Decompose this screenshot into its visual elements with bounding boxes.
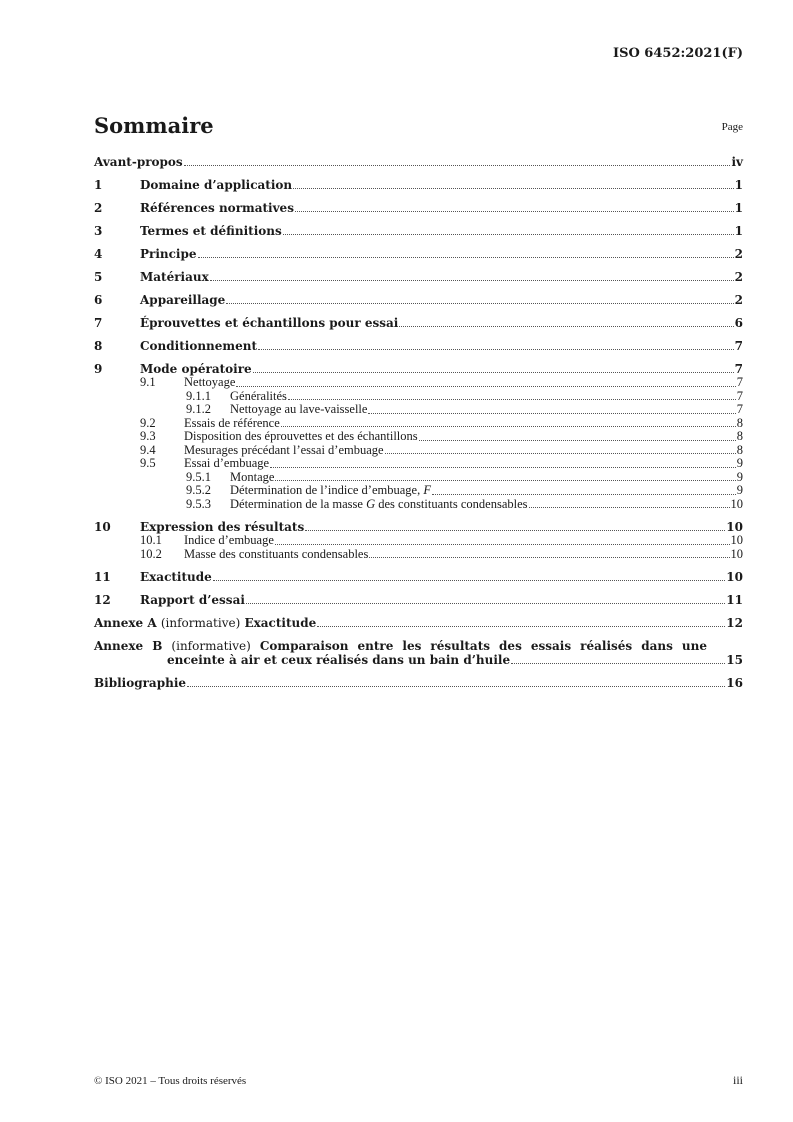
toc-entry-7[interactable]: [94, 316, 743, 330]
toc-entry-annex-a[interactable]: [94, 616, 743, 630]
toc-entry-text: Rapport d’essai: [140, 593, 245, 607]
toc-title-row: [94, 113, 743, 143]
page-number: iii: [732, 1073, 743, 1087]
toc-entry-number: 8: [94, 339, 103, 353]
variable-symbol: F: [423, 483, 431, 497]
toc-entry-10-2[interactable]: [94, 548, 743, 562]
toc-entry-number: 5: [94, 270, 103, 284]
annex-label: Annexe A: [94, 616, 157, 630]
dot-leader: [246, 603, 725, 604]
dot-leader: [419, 440, 736, 441]
toc-entry-number: 3: [94, 224, 103, 238]
toc-entry-text: Références normatives: [140, 201, 294, 215]
toc-entry-bibliography[interactable]: [94, 676, 743, 690]
copyright-notice: © ISO 2021 – Tous droits réservés: [94, 1075, 247, 1087]
toc-entry-number: 10: [94, 520, 111, 534]
toc-entry-9-1-2[interactable]: [94, 403, 743, 417]
toc-page-number: 9: [736, 469, 743, 484]
dot-leader: [210, 280, 734, 281]
toc-entry-9-1[interactable]: [94, 376, 743, 390]
toc-entry-text: enceinte à air et ceux réalisés dans un bain d’huile: [167, 653, 511, 667]
toc-entry-number: 9.1.2: [186, 402, 211, 416]
toc-entry-9-2[interactable]: [94, 417, 743, 431]
toc-page-number: 9: [736, 483, 743, 497]
dot-leader: [213, 580, 726, 581]
dot-leader: [275, 480, 735, 481]
toc-entry-1[interactable]: [94, 178, 743, 192]
dot-leader: [368, 413, 735, 414]
toc-page-number: 8: [736, 429, 743, 443]
toc-entry-text: Avant-propos: [94, 155, 183, 169]
toc-entry-text: Exactitude: [244, 616, 317, 630]
toc-entry-9-4[interactable]: [94, 444, 743, 458]
dot-leader: [275, 544, 730, 545]
toc-entry-text: Détermination de l’indice d’embuage,: [230, 483, 424, 497]
toc-page-number: 2: [734, 270, 743, 284]
annex-qualifier: (informative): [160, 616, 241, 630]
toc-entry-text: Montage: [230, 469, 275, 484]
toc-entry-text: Domaine d’application: [140, 178, 293, 192]
toc-entry-number: 9.5.1: [186, 469, 211, 484]
dot-leader: [293, 188, 734, 189]
toc-entry-text: Comparaison entre les résultats des essais réalisés dans une: [259, 639, 707, 653]
toc-entry-12[interactable]: [94, 593, 743, 607]
toc-entry-text: Expression des résultats: [140, 520, 305, 534]
toc-entry-2[interactable]: [94, 201, 743, 215]
toc-entry-number: 9.1.1: [186, 388, 211, 403]
dot-leader: [270, 467, 736, 468]
toc-entry-text: Indice d’embuage: [184, 533, 274, 547]
dot-leader: [253, 372, 734, 373]
toc-entry-number: 1: [94, 178, 103, 192]
toc-page-number: 10: [726, 570, 743, 584]
toc-entry-text: Nettoyage au lave-vaisselle: [230, 402, 368, 416]
toc-entry-number: 6: [94, 293, 103, 307]
toc-entry-text: Nettoyage: [184, 375, 236, 389]
toc-entry-number: 9.3: [140, 429, 156, 443]
toc-entry-8[interactable]: [94, 339, 743, 353]
toc-page-number: 2: [734, 247, 743, 261]
toc-entry-text: Mode opératoire: [140, 362, 252, 376]
toc-page-number: 15: [726, 653, 743, 667]
annex-label: Annexe B: [94, 639, 163, 653]
toc-page-number: 1: [734, 178, 743, 192]
toc-entry-10[interactable]: [94, 520, 743, 534]
toc-title: Sommaire: [94, 113, 214, 138]
toc-entry-9[interactable]: [94, 362, 743, 376]
toc-entry-9-5-3[interactable]: [94, 498, 743, 512]
dot-leader: [187, 686, 725, 687]
toc-entry-9-3[interactable]: [94, 430, 743, 444]
toc-page-number: 16: [726, 676, 743, 690]
variable-symbol: G: [366, 496, 376, 511]
toc-page-number: 8: [736, 442, 743, 457]
toc-entry-number: 9.2: [140, 415, 156, 430]
toc-entry-text: Éprouvettes et échantillons pour essai: [140, 316, 399, 330]
dot-leader: [184, 165, 731, 166]
toc-page-number: 7: [734, 339, 743, 353]
toc-entry-text: Mesurages précédant l’essai d’embuage: [184, 442, 384, 457]
annex-b-line2: [94, 653, 743, 667]
toc-entry-number: 10.2: [140, 546, 162, 561]
toc-page-number: 10: [730, 533, 743, 547]
toc-entry-text: Masse des constituants condensables: [184, 546, 369, 561]
toc-entry-4[interactable]: [94, 247, 743, 261]
toc-entry-10-1[interactable]: [94, 534, 743, 548]
dot-leader: [317, 626, 725, 627]
dot-leader: [281, 426, 736, 427]
toc-entry-text-after: des constituants condensables: [375, 496, 528, 511]
dot-leader: [399, 326, 733, 327]
toc-entry-number: 9: [94, 362, 103, 376]
toc-page-number: 10: [730, 496, 743, 511]
toc-page-number: 7: [736, 388, 743, 403]
toc-page-number: 8: [736, 415, 743, 430]
dot-leader: [295, 211, 734, 212]
toc-entry-number: 9.4: [140, 442, 156, 457]
toc-entry-9-5[interactable]: [94, 457, 743, 471]
toc-entry-annex-b[interactable]: [94, 639, 743, 667]
toc-entry-5[interactable]: [94, 270, 743, 284]
toc-page-number: 6: [734, 316, 743, 330]
toc-entry-number: 11: [94, 570, 111, 584]
toc-entry-text: Conditionnement: [140, 339, 258, 353]
toc-entry-number: 9.1: [140, 375, 156, 389]
toc-page-number: 11: [726, 593, 743, 607]
toc-entry-text: Essai d’embuage: [184, 456, 270, 470]
toc-entry-text: Disposition des éprouvettes et des échantillons: [184, 429, 418, 443]
toc-entry-text: Essais de référence: [184, 415, 280, 430]
toc-page-number: 12: [726, 616, 743, 630]
dot-leader: [283, 234, 734, 235]
toc-page-number: iv: [731, 155, 743, 169]
dot-leader: [226, 303, 733, 304]
toc-page-number: 1: [734, 201, 743, 215]
toc-page-number: 7: [734, 362, 743, 376]
dot-leader: [529, 507, 730, 508]
dot-leader: [198, 257, 734, 258]
dot-leader: [305, 530, 725, 531]
toc-page-number: 9: [736, 456, 743, 470]
toc-entry-9-5-2[interactable]: [94, 484, 743, 498]
toc-page-number: 10: [726, 520, 743, 534]
toc-entry-number: 9.5: [140, 456, 156, 470]
toc-entry-text: Principe: [140, 247, 197, 261]
toc-entry-text: Appareillage: [140, 293, 226, 307]
toc-entry-number: 9.5.2: [186, 483, 211, 497]
dot-leader: [511, 663, 725, 664]
toc-entry-foreword[interactable]: [94, 155, 743, 169]
toc-entry-11[interactable]: [94, 570, 743, 584]
toc-entry-number: 9.5.3: [186, 496, 211, 511]
toc-entry-9-1-1[interactable]: [94, 390, 743, 404]
dot-leader: [369, 557, 729, 558]
toc-entry-number: 2: [94, 201, 103, 215]
toc-page-number: 7: [736, 375, 743, 389]
toc-page-number: 7: [736, 402, 743, 416]
toc-entry-text: Exactitude: [140, 570, 212, 584]
toc-entry-6[interactable]: [94, 293, 743, 307]
dot-leader: [432, 494, 736, 495]
dot-leader: [288, 399, 736, 400]
dot-leader: [236, 386, 735, 387]
document-id: ISO 6452:2021(F): [612, 46, 743, 61]
toc-page-number: 1: [734, 224, 743, 238]
toc-entry-9-5-1[interactable]: [94, 471, 743, 485]
annex-qualifier: (informative): [171, 639, 251, 653]
toc-entry-text: Matériaux: [140, 270, 209, 284]
toc-entry-text: Généralités: [230, 388, 287, 403]
annex-b-line1: [94, 639, 743, 653]
toc-page-number: 10: [730, 546, 743, 561]
toc-entry-number: 4: [94, 247, 103, 261]
toc-page-number: 2: [734, 293, 743, 307]
page-column-label: Page: [721, 121, 743, 133]
toc-entry-text: Détermination de la masse: [230, 496, 367, 511]
dot-leader: [385, 453, 736, 454]
toc-entry-number: 12: [94, 593, 111, 607]
table-of-contents: [94, 155, 743, 690]
toc-entry-text: Termes et définitions: [140, 224, 282, 238]
dot-leader: [258, 349, 734, 350]
toc-entry-number: 7: [94, 316, 103, 330]
toc-entry-text: Bibliographie: [94, 676, 187, 690]
toc-entry-number: 10.1: [140, 533, 162, 547]
toc-entry-3[interactable]: [94, 224, 743, 238]
